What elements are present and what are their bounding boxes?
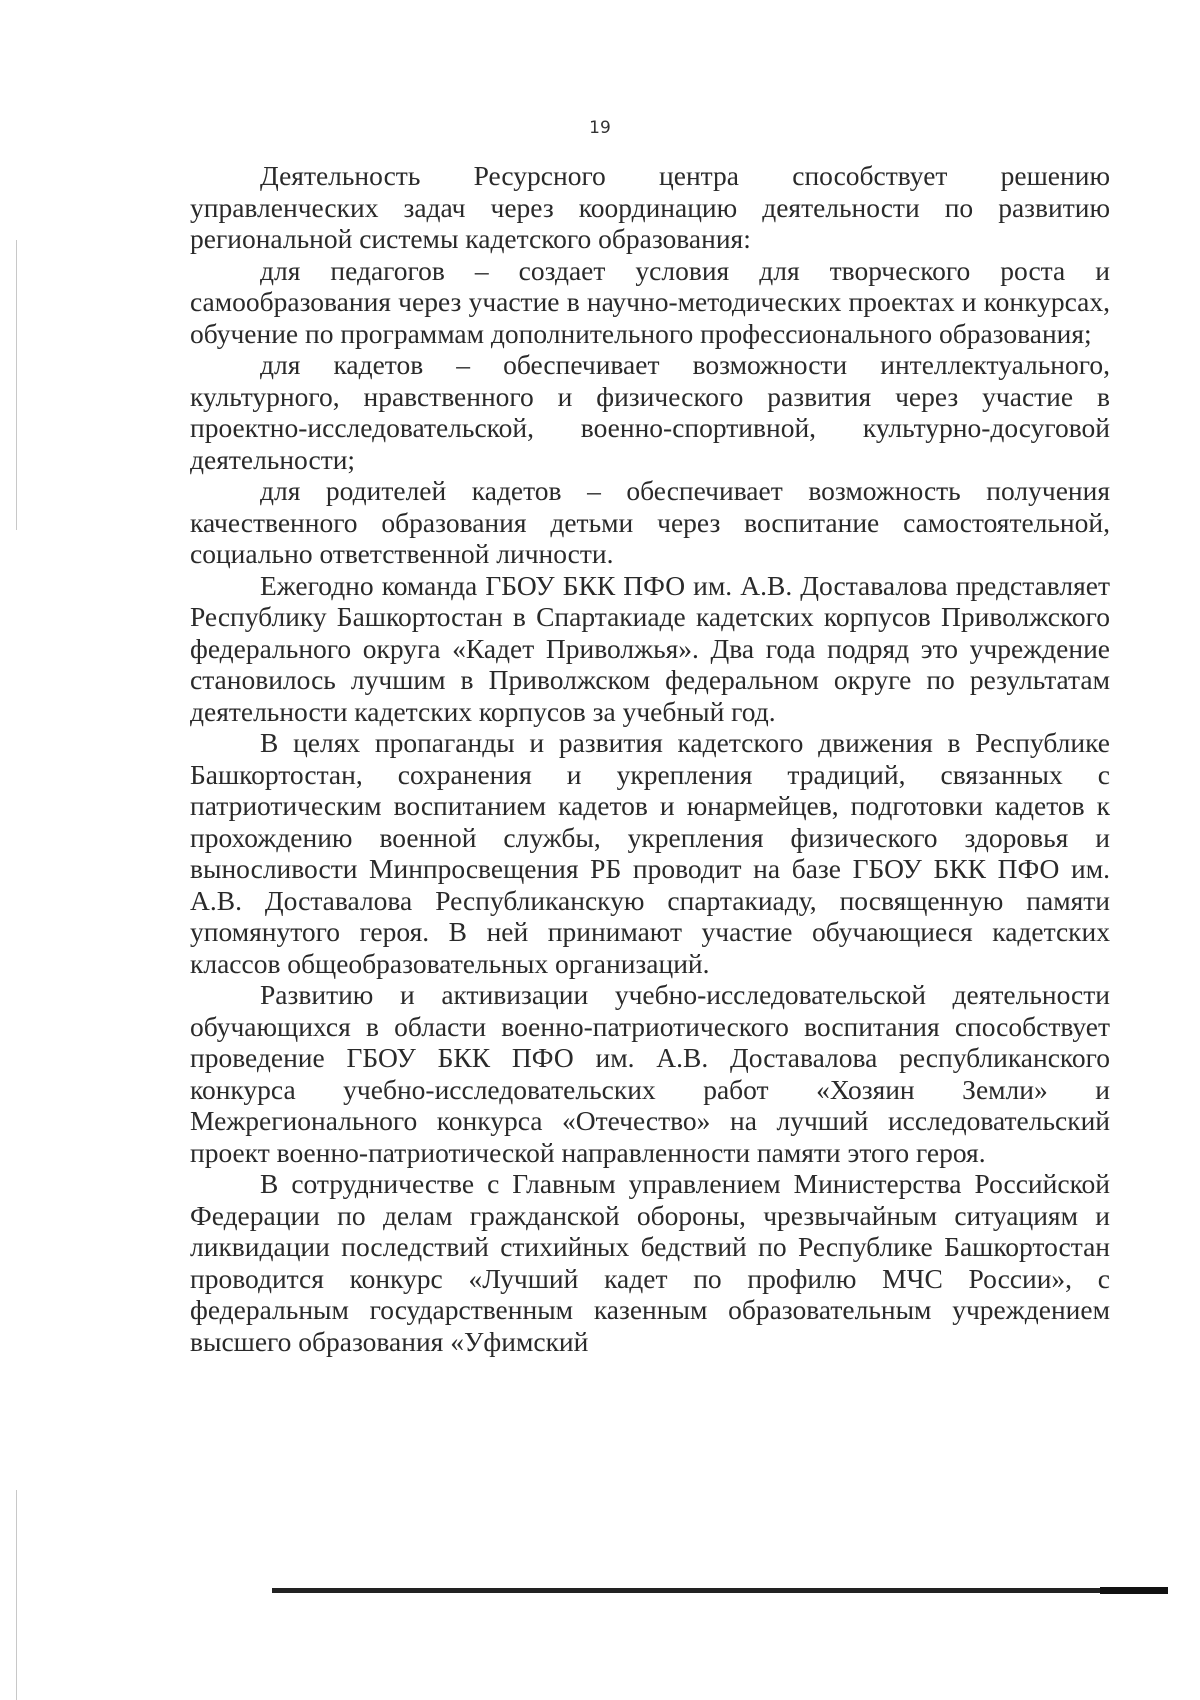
paragraph: Ежегодно команда ГБОУ БКК ПФО им. А.В. Доставалова представляет Республику Башкортостан в Спартакиаде кадетских корпусов Приволжского федерального округа «Кадет Приволжья». Два года подряд это учреждение становилось лучшим в Приволжском федеральном округе по результатам деятельности кадетских корпусов за учебный год. [190,569,1110,727]
page-number: 19 [589,118,611,138]
paragraph: для педагогов – создает условия для творческого роста и самообразования через участие в научно-методических проектах и конкурсах, обучение по программам дополнительного профессионального образования; [190,254,1110,349]
paragraph: В целях пропаганды и развития кадетского движения в Республике Башкортостан, сохранения и укрепления традиций, связанных с патриотическим воспитанием кадетов и юнармейцев, подготовки кадетов к прохождению военной службы, укрепления физического здоровья и выносливости Минпросвещения РБ проводит на базе ГБОУ БКК ПФО им. А.В. Доставалова Республиканскую спартакиаду, посвященную памяти упомянутого героя. В ней принимают участие обучающиеся кадетских классов общеобразовательных организаций. [190,727,1110,979]
paragraph: В сотрудничестве с Главным управлением Министерства Российской Федерации по делам гражданской обороны, чрезвычайным ситуациям и ликвидации последствий стихийных бедствий по Республике Башкортостан проводится конкурс «Лучший кадет по профилю МЧС России», с федеральным государственным казенным образовательным учреждением высшего образования «Уфимский [190,1168,1110,1357]
scan-edge-mark [16,240,17,530]
footer-divider-edge [1100,1587,1168,1594]
paragraph: для родителей кадетов – обеспечивает возможность получения качественного образования детьми через воспитание самостоятельной, социально ответственной личности. [190,475,1110,569]
document-body [190,160,1110,1357]
paragraph: для кадетов – обеспечивает возможности интеллектуального, культурного, нравственного и физического развития через участие в проектно-исследовательской, военно-спортивной, культурно-досуговой деятельности; [190,349,1110,475]
footer-divider [272,1588,1168,1593]
paragraph: Развитию и активизации учебно-исследовательской деятельности обучающихся в области военно-патриотического воспитания способствует проведение ГБОУ БКК ПФО им. А.В. Доставалова республиканского конкурса учебно-исследовательских работ «Хозяин Земли» и Межрегионального конкурса «Отечество» на лучший исследовательский проект военно-патриотической направленности памяти этого героя. [190,979,1110,1168]
paragraph: Деятельность Ресурсного центра способствует решению управленческих задач через координацию деятельности по развитию региональной системы кадетского образования: [190,160,1110,254]
scan-edge-mark [16,1490,17,1700]
